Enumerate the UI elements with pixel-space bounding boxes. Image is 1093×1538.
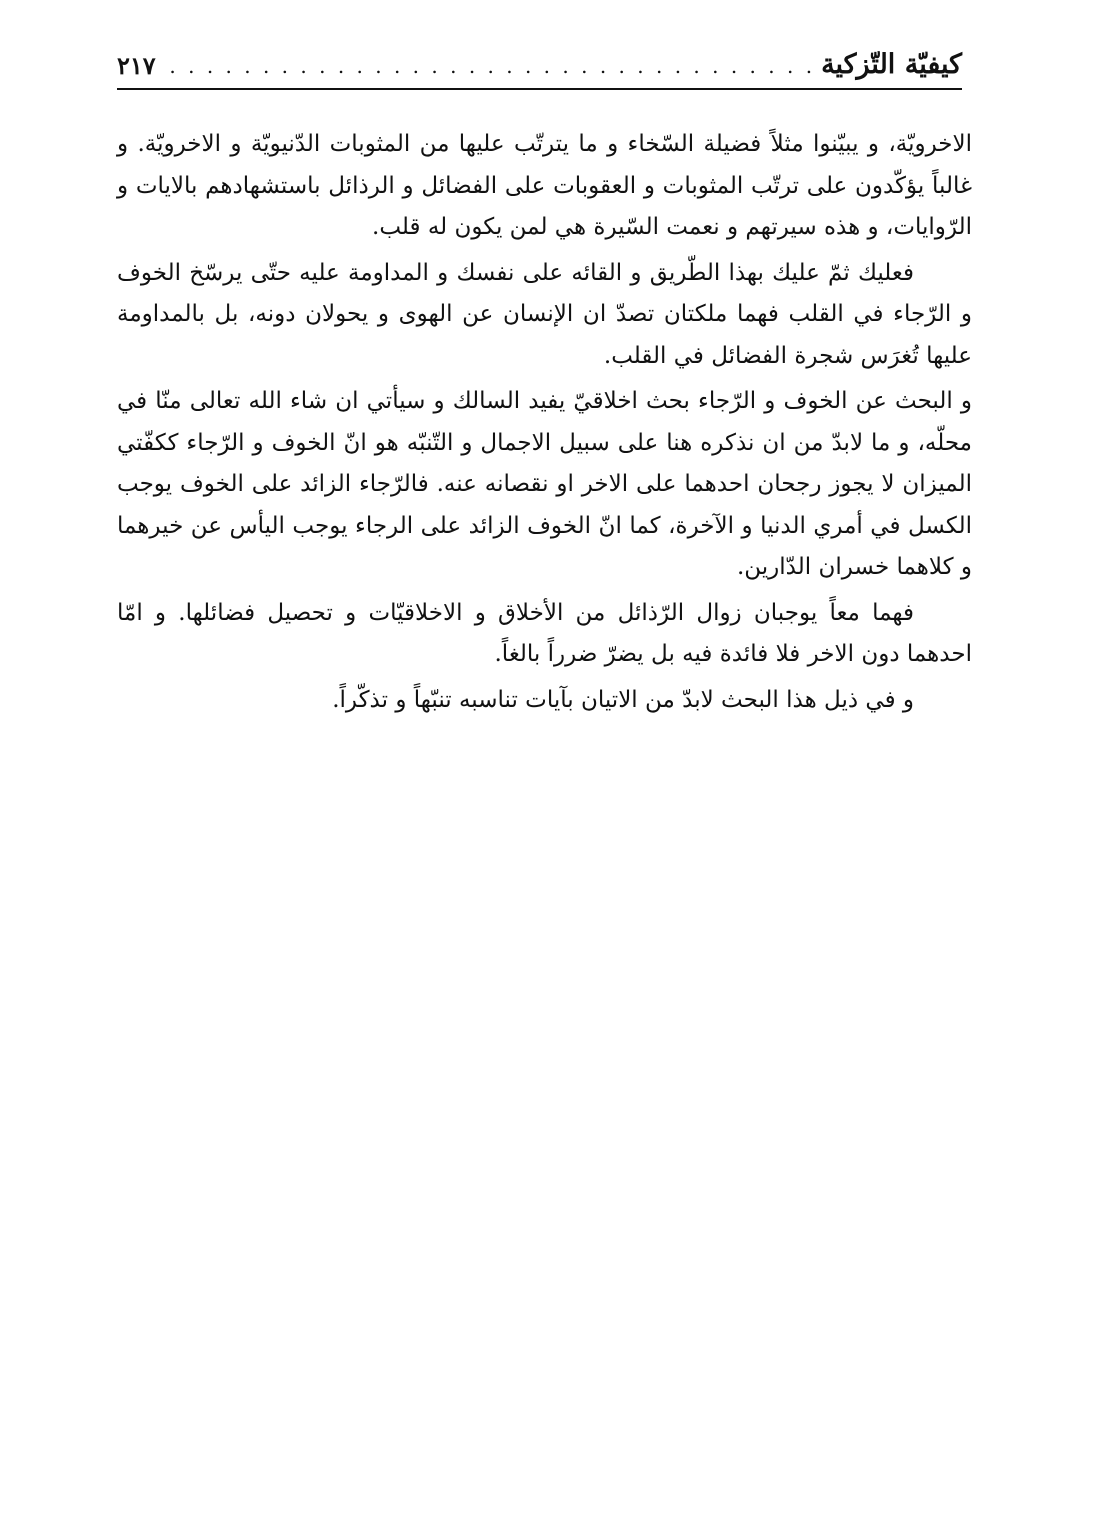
chapter-title: كيفيّة التّزكية <box>821 49 962 80</box>
body-text <box>117 124 972 721</box>
paragraph: الاخرويّة، و يبيّنوا مثلاً فضيلة السّخاء و ما يترتّب عليها من المثوبات الدّنيويّة و الاخرويّة. و غالباً يؤكّدون على ترتّب المثوبات و العقوبات على الفضائل و الرذائل باستشهادهم بالايات و الرّوايات، و هذه سيرتهم و نعمت السّيرة هي لمن يكون له قلب. <box>117 131 972 240</box>
paragraph: فعليك ثمّ عليك بهذا الطّريق و القائه على نفسك و المداومة عليه حتّى يرسّخ الخوف و الرّجاء في القلب فهما ملكتان تصدّ ان الإنسان عن الهوى و يحولان دونه، بل بالمداومة عليها تُغرَس شجرة الفضائل في القلب. <box>117 259 972 369</box>
paragraph: فهما معاً يوجبان زوال الرّذائل من الأخلاق و الاخلاقيّات و تحصيل فضائلها. و امّا احدهما دون الاخر فلا فائدة فيه بل يضرّ ضرراً بالغاً. <box>117 599 972 667</box>
leader-dots <box>156 54 821 88</box>
paragraph: و في ذيل هذا البحث لابدّ من الاتيان بآيات تناسبه تنبّهاً و تذكّراً. <box>332 686 914 713</box>
running-header <box>117 38 962 90</box>
page-number: ٢١٧ <box>117 51 156 80</box>
paragraph: و البحث عن الخوف و الرّجاء بحث اخلاقيّ يفيد السالك و سيأتي ان شاء الله تعالى منّا في محلّه، و ما لابدّ من ان نذكره هنا على سبيل الاجمال و التّنبّه هو انّ الخوف و الرّجاء ككفّتي الميزان لا يجوز رجحان احدهما على الاخر او نقصانه عنه. فالرّجاء الزائد على الخوف يوجب الكسل في أمري الدنيا و الآخرة، كما انّ الخوف الزائد على الرجاء يوجب اليأس عن خيرهما و كلاهما خسران الدّارين. <box>117 388 972 580</box>
